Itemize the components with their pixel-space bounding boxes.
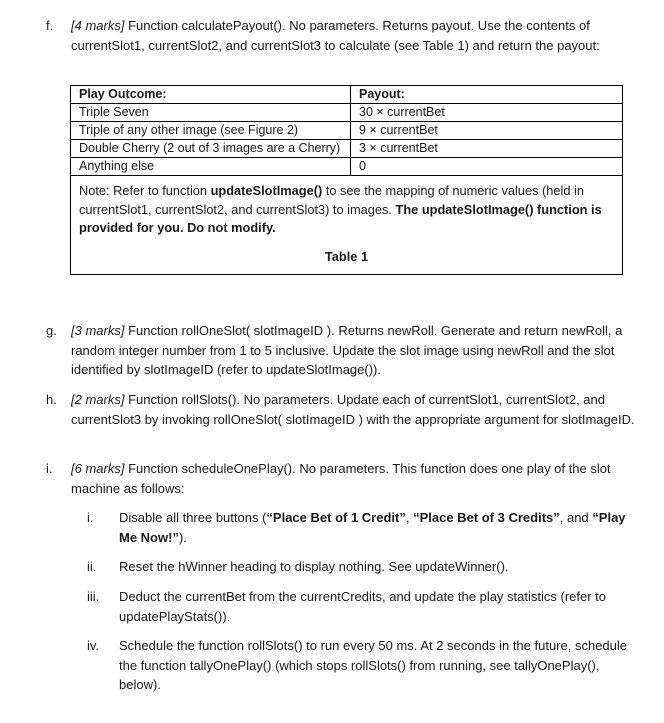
subitem-text: Schedule the function rollSlots() to run every 50 ms. At 2 seconds in the future, schedule the function tallyOnePlay() (which stops rollSlots() from running, see tallyOnePlay(), below).	[119, 638, 628, 692]
item-f-text	[71, 16, 639, 55]
payout-table	[70, 85, 623, 275]
item-g-text	[71, 321, 639, 380]
button-name-place-bet-3: “Place Bet of 3 Credits”	[413, 510, 560, 525]
subitem-1-pre: Disable all three buttons (	[119, 510, 267, 525]
table-cell-payout: 30 × currentBet	[351, 104, 623, 122]
subitem-text	[119, 508, 629, 547]
table-row	[71, 158, 623, 176]
item-g-marks: [3 marks]	[71, 323, 125, 338]
table-cell-outcome: Triple of any other image (see Figure 2)	[71, 122, 351, 140]
item-h-marks: [2 marks]	[71, 392, 125, 407]
table-row	[71, 104, 623, 122]
button-name-place-bet-1: “Place Bet of 1 Credit”	[266, 510, 406, 525]
subitem-number: iv.	[87, 638, 100, 653]
item-i-description: Function scheduleOnePlay(). No parameters. This function does one play of the slot machine as follows:	[71, 461, 611, 496]
note-prefix: Note: Refer to function	[79, 183, 211, 198]
subitem-1-post: ).	[178, 529, 187, 545]
item-i-marks: [6 marks]	[71, 461, 125, 476]
item-g-description: Function rollOneSlot( slotImageID ). Returns newRoll. Generate and return newRoll, a random integer number from 1 to 5 inclusive. Update the slot image using newRoll and the slot identified by slotImageID (refer to updateSlotImage()).	[71, 323, 623, 377]
note-function: updateSlotImage()	[210, 183, 323, 198]
item-g-letter: g.	[46, 323, 57, 338]
table-row	[71, 122, 623, 140]
table-cell-outcome: Double Cherry (2 out of 3 images are a Cherry)	[71, 140, 351, 158]
table-note-row	[71, 176, 623, 275]
item-f-letter: f.	[46, 18, 54, 33]
table-header-payout: Payout:	[351, 86, 623, 104]
item-i-letter: i.	[46, 461, 53, 476]
item-h-letter: h.	[46, 392, 57, 407]
table-cell-payout: 0	[351, 158, 623, 176]
table-row	[71, 140, 623, 158]
subitem-text: Reset the hWinner heading to display nothing. See updateWinner().	[119, 559, 509, 574]
table-caption: Table 1	[324, 248, 369, 264]
subitem-number: ii.	[87, 559, 97, 574]
table-cell-outcome: Triple Seven	[71, 104, 351, 122]
table-cell-payout: 3 × currentBet	[351, 140, 623, 158]
table-header-row	[71, 86, 623, 104]
button-name-play-me-now: “Play Me Now!”	[119, 510, 626, 545]
note-middle: to see the mapping of numeric values (held in currentSlot1, currentSlot2, and currentSlot3) to images.	[79, 183, 584, 217]
table-note	[71, 176, 623, 275]
subitem-1-sep2: , and	[559, 510, 593, 525]
item-f-description: Function calculatePayout(). No parameters. Returns payout. Use the contents of currentSlot1, currentSlot2, and currentSlot3 to calculate (see Table 1) and return the payout:	[71, 18, 600, 53]
item-i-text	[71, 459, 639, 498]
table-header-outcome: Play Outcome:	[71, 86, 351, 104]
item-f-marks: [4 marks]	[71, 18, 125, 33]
subitem-text: Deduct the currentBet from the currentCredits, and update the play statistics (refer to updatePlayStats()).	[119, 589, 607, 624]
item-h-description: Function rollSlots(). No parameters. Update each of currentSlot1, currentSlot2, and currentSlot3 by invoking rollOneSlot( slotImageID ) with the appropriate argument for slotImageID.	[71, 392, 635, 427]
table-cell-outcome: Anything else	[71, 158, 351, 176]
note-bold-warning: The updateSlotImage() function is provided for you. Do not modify.	[79, 201, 602, 235]
subitem-number: iii.	[87, 589, 100, 604]
table-cell-payout: 9 × currentBet	[351, 122, 623, 140]
item-h-text	[71, 390, 639, 429]
subitem-number: i.	[87, 510, 94, 525]
subitem-1-sep1: ,	[405, 510, 414, 525]
